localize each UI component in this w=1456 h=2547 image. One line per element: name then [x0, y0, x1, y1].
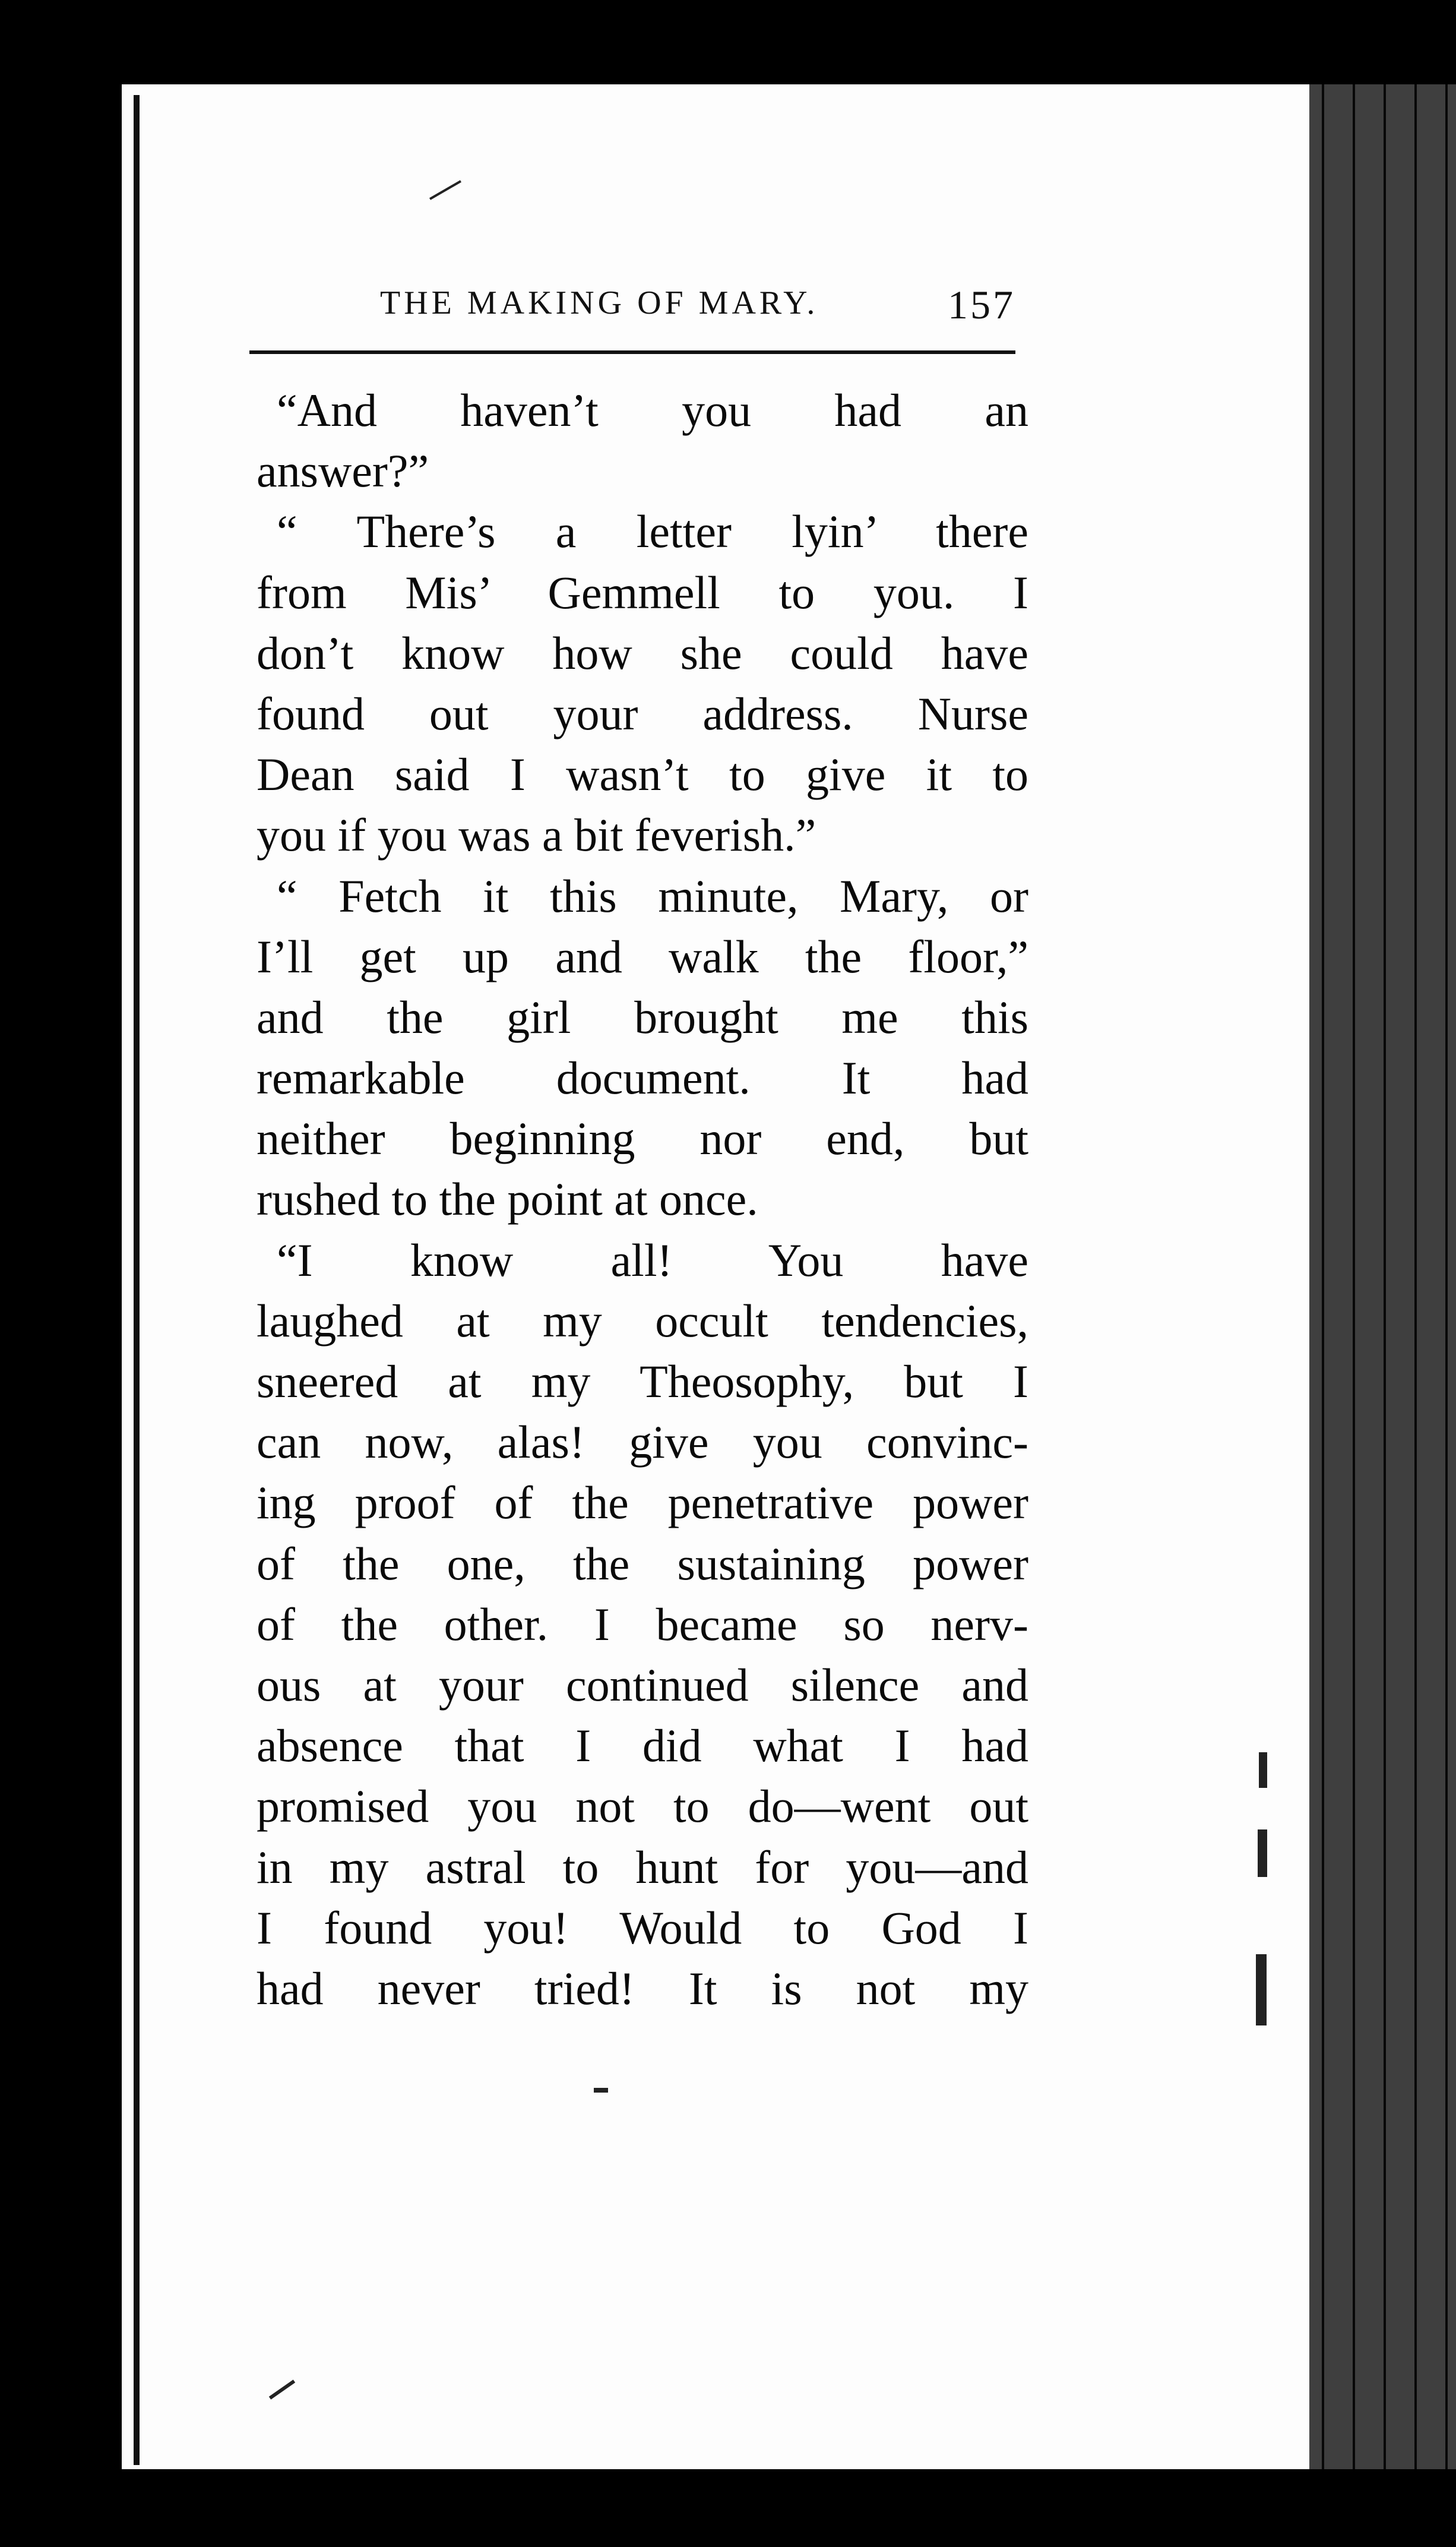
text-line: promised you not to do—went out [257, 1780, 1028, 1832]
page-header [380, 284, 1015, 331]
text-line: “ Fetch it this minute, Mary, or [277, 870, 1028, 922]
scan-speck [1256, 1954, 1267, 2025]
text-line: in my astral to hunt for you—and [257, 1841, 1028, 1893]
header-rule [249, 350, 1015, 354]
scan-speck [1259, 1752, 1267, 1788]
text-line: absence that I did what I had [257, 1720, 1028, 1772]
text-line: I’ll get up and walk the floor,” [257, 930, 1028, 982]
text-line: sneered at my Theosophy, but I [257, 1355, 1028, 1407]
text-line: “I know all! You have [277, 1234, 1028, 1286]
text-line: of the one, the sustaining power [257, 1537, 1028, 1589]
running-title: THE MAKING OF MARY. [380, 285, 819, 321]
scan-speck [1258, 1829, 1267, 1877]
text-line: found out your address. Nurse [257, 687, 1028, 740]
text-line: “ There’s a letter lyin’ there [277, 505, 1028, 558]
text-line: can now, alas! give you convinc- [257, 1416, 1028, 1468]
page-number: 157 [948, 282, 1015, 327]
body-text [257, 380, 1028, 2019]
text-line: ous at your continued silence and [257, 1658, 1028, 1711]
text-line: ing proof of the penetrative power [257, 1477, 1028, 1529]
text-line: I found you! Would to God I [257, 1901, 1028, 1954]
gutter-shadow [134, 95, 140, 2465]
text-line: don’t know how she could have [257, 627, 1028, 679]
text-line: remarkable document. It had [257, 1052, 1028, 1104]
scan-speck [594, 2088, 608, 2093]
text-line: laughed at my occult tendencies, [257, 1294, 1028, 1347]
text-line: Dean said I wasn’t to give it to [257, 748, 1028, 801]
text-line: from Mis’ Gemmell to you. I [257, 566, 1028, 618]
text-line: you if you was a bit feverish.” [257, 809, 816, 861]
text-line: rushed to the point at once. [257, 1173, 758, 1225]
text-line: had never tried! It is not my [257, 1962, 1028, 2014]
text-line: and the girl brought me this [257, 991, 1028, 1043]
text-line: answer?” [257, 445, 429, 497]
text-line: of the other. I became so nerv- [257, 1598, 1028, 1650]
text-line: “And haven’t you had an [277, 384, 1028, 436]
text-line: neither beginning nor end, but [257, 1113, 1028, 1165]
page-edge-stack [1308, 84, 1456, 2469]
